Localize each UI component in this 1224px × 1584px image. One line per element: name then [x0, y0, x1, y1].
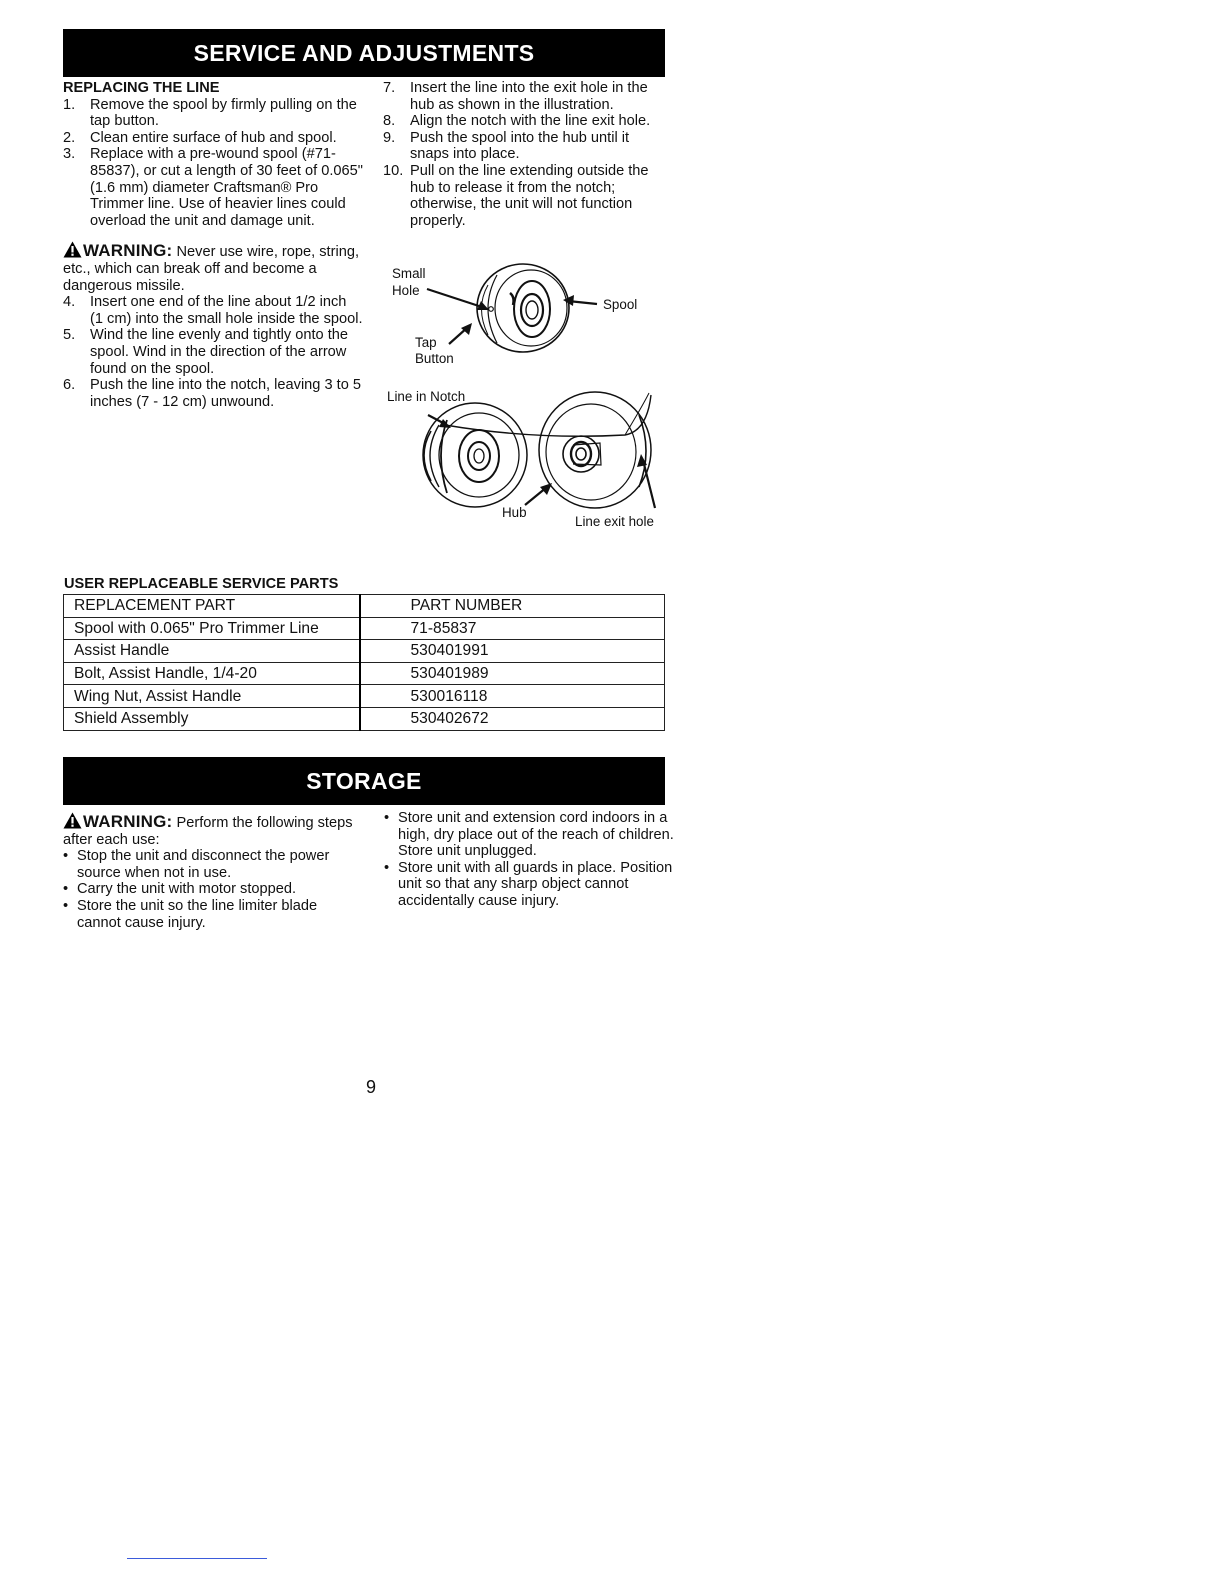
bullet-text: Store the unit so the line limiter blade cannot cause injury.: [77, 897, 318, 931]
step-item: [63, 97, 363, 130]
step-item: [383, 113, 668, 130]
step-item: [63, 377, 363, 410]
step-text: Push the spool into the hub until it snaps into place.: [410, 129, 630, 163]
bullet-item: [384, 810, 674, 860]
part-number-cell: 530016118: [360, 685, 665, 708]
label-hub: Hub: [502, 505, 527, 520]
left-steps-list-2: [63, 294, 363, 410]
label-small: Small: [392, 266, 426, 281]
bullet-item: [63, 881, 363, 898]
step-number: 8.: [383, 113, 396, 130]
step-item: [63, 294, 363, 327]
bullet-text: Carry the unit with motor stopped.: [77, 881, 297, 898]
step-number: 4.: [63, 294, 76, 311]
footer-rule: [127, 1558, 267, 1559]
step-item: [383, 163, 668, 229]
service-banner: SERVICE AND ADJUSTMENTS: [63, 29, 665, 77]
step-item: [63, 327, 363, 377]
part-name-cell: Shield Assembly: [64, 707, 360, 730]
bullet-icon: •: [63, 848, 69, 865]
step-item: [383, 80, 668, 113]
step-text: Push the line into the notch, leaving 3 to 5 inches (7 - 12 cm) unwound.: [90, 377, 361, 410]
warning-text: Never use wire, rope, string, etc., which can break off and become a dangerous missile.: [63, 244, 359, 294]
bullet-text: Store unit and extension cord indoors in a high, dry place out of the reach of children. Store unit unplugged.: [398, 810, 674, 860]
part-name-cell: Bolt, Assist Handle, 1/4-20: [64, 662, 360, 685]
step-number: 1.: [63, 96, 76, 113]
header-part-number: PART NUMBER: [360, 595, 665, 618]
parts-heading: USER REPLACEABLE SERVICE PARTS: [64, 576, 339, 592]
step-text: Replace with a pre-wound spool (#71-85837), or cut a length of 30 feet of 0.065" (1.6 mm) diameter Craftsman® Pro Trimmer line. Use of heavier lines could overload the unit and damage unit.: [90, 146, 363, 229]
header-replacement-part: REPLACEMENT PART: [64, 595, 360, 618]
step-item: [63, 146, 363, 229]
table-row: [64, 662, 665, 685]
table-row: [64, 707, 665, 730]
step-text: Insert one end of the line about 1/2 inch (1 cm) into the small hole inside the spool.: [90, 294, 363, 327]
right-steps-list: [383, 80, 668, 229]
step-item: [383, 130, 668, 163]
storage-left-column: [63, 812, 363, 931]
spool-illustration: [477, 264, 569, 352]
table-header-row: [64, 595, 665, 618]
storage-right-bullets: [384, 810, 674, 910]
service-warning: [63, 241, 363, 294]
bullet-icon: •: [384, 810, 390, 826]
bullet-icon: •: [63, 881, 69, 898]
step-text: Wind the line evenly and tightly onto the spool. Wind in the direction of the arrow found on the spool.: [90, 327, 348, 377]
warning-label: WARNING:: [83, 812, 173, 831]
label-spool: Spool: [603, 297, 638, 312]
step-text: Clean entire surface of hub and spool.: [90, 129, 337, 146]
replacing-line-heading: REPLACING THE LINE: [63, 80, 220, 96]
step-number: 7.: [383, 80, 396, 96]
label-line-exit-hole: Line exit hole: [575, 514, 654, 529]
step-number: 5.: [63, 327, 76, 344]
left-steps-list: [63, 97, 363, 230]
storage-left-bullets: [63, 848, 363, 931]
bullet-icon: •: [384, 859, 390, 876]
hub-illustration: [423, 392, 651, 508]
part-number-cell: 530401989: [360, 662, 665, 685]
label-hole: Hole: [392, 283, 420, 298]
part-name-cell: Spool with 0.065" Pro Trimmer Line: [64, 617, 360, 640]
step-item: [63, 130, 363, 147]
step-number: 2.: [63, 129, 76, 146]
step-number: 3.: [63, 146, 76, 163]
step-text: Pull on the line extending outside the hub to release it from the notch; otherwise, the unit will not function properly.: [410, 162, 649, 229]
label-tap: Tap: [415, 335, 437, 350]
bullet-icon: •: [63, 897, 69, 914]
part-name-cell: Assist Handle: [64, 640, 360, 663]
step-text: Align the notch with the line exit hole.: [410, 113, 651, 130]
step-number: 9.: [383, 129, 396, 146]
page-number: 9: [366, 1077, 377, 1097]
bullet-item: [384, 860, 674, 910]
step-text: Remove the spool by firmly pulling on the tap button.: [90, 96, 357, 130]
step-number: 6.: [63, 377, 76, 394]
parts-table: [63, 594, 665, 731]
table-row: [64, 685, 665, 708]
label-line-in-notch: Line in Notch: [387, 389, 466, 404]
service-right-column: [383, 80, 668, 229]
part-number-cell: 71-85837: [360, 617, 665, 640]
bullet-text: Store unit with all guards in place. Position unit so that any sharp object cannot accidentally cause injury.: [398, 859, 673, 909]
warning-label: WARNING:: [83, 241, 173, 261]
bullet-item: [63, 848, 363, 881]
step-number: 10.: [383, 162, 404, 179]
bullet-text: Stop the unit and disconnect the power source when not in use.: [77, 848, 330, 881]
bullet-item: [63, 898, 363, 931]
warning-triangle-icon: [63, 812, 82, 829]
storage-right-column: [384, 810, 674, 910]
storage-banner: STORAGE: [63, 757, 665, 805]
arrow-icon: [427, 289, 485, 308]
service-left-column: [63, 80, 363, 410]
warning-triangle-icon: [63, 241, 82, 258]
label-button: Button: [415, 351, 454, 366]
table-row: [64, 640, 665, 663]
part-number-cell: 530401991: [360, 640, 665, 663]
warning-text: Perform the following steps after each use:: [63, 815, 353, 848]
part-name-cell: Wing Nut, Assist Handle: [64, 685, 360, 708]
storage-warning: [63, 812, 363, 848]
part-number-cell: 530402672: [360, 707, 665, 730]
step-text: Insert the line into the exit hole in the hub as shown in the illustration.: [410, 80, 648, 113]
table-row: [64, 617, 665, 640]
